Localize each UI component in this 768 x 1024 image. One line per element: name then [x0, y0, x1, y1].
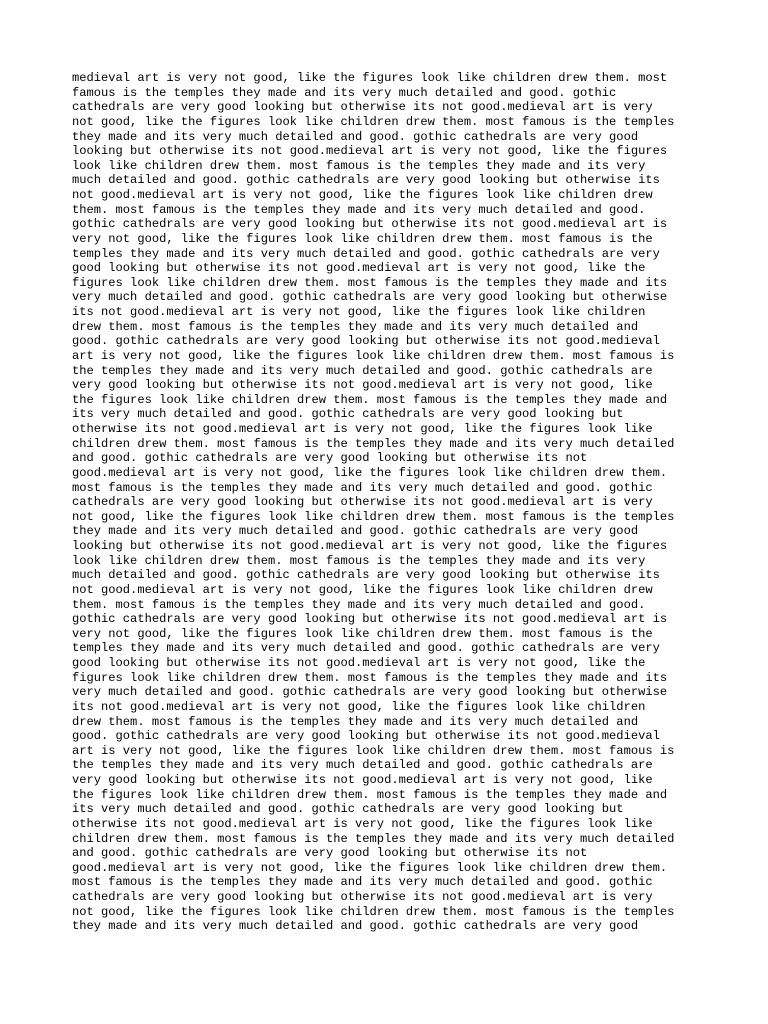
text-line: figures look like children drew them. most famous is the temples they made and its	[72, 275, 668, 290]
text-line: they made and its very much detailed and good. gothic cathedrals are very good	[72, 524, 639, 539]
text-line: them. most famous is the temples they made and its very much detailed and good.	[72, 202, 646, 217]
text-line: looking but otherwise its not good.medieval art is very not good, like the figures	[72, 144, 668, 159]
text-line: most famous is the temples they made and its very much detailed and good. gothic	[72, 480, 653, 495]
text-line: art is very not good, like the figures look like children drew them. most famous is	[72, 743, 675, 758]
text-line: look like children drew them. most famous is the temples they made and its very	[72, 553, 646, 568]
text-line: the temples they made and its very much detailed and good. gothic cathedrals are	[72, 758, 653, 773]
text-line: they made and its very much detailed and good. gothic cathedrals are very good	[72, 919, 639, 934]
text-line: good.medieval art is very not good, like the figures look like children drew them.	[72, 465, 668, 480]
text-line: otherwise its not good.medieval art is very not good, like the figures look like	[72, 816, 653, 831]
text-line: the temples they made and its very much detailed and good. gothic cathedrals are	[72, 363, 653, 378]
text-line: not good, like the figures look like children drew them. most famous is the temples	[72, 509, 675, 524]
text-line: good. gothic cathedrals are very good looking but otherwise its not good.medieval	[72, 729, 660, 744]
text-line: children drew them. most famous is the temples they made and its very much detailed	[72, 436, 675, 451]
text-line: its very much detailed and good. gothic cathedrals are very good looking but	[72, 407, 624, 422]
text-line: cathedrals are very good looking but otherwise its not good.medieval art is very	[72, 495, 653, 510]
body-text	[72, 71, 712, 934]
text-line: drew them. most famous is the temples they made and its very much detailed and	[72, 714, 639, 729]
text-line: and good. gothic cathedrals are very good looking but otherwise its not	[72, 846, 588, 861]
text-line: not good, like the figures look like children drew them. most famous is the temples	[72, 114, 675, 129]
text-line: children drew them. most famous is the temples they made and its very much detailed	[72, 831, 675, 846]
text-line: otherwise its not good.medieval art is very not good, like the figures look like	[72, 422, 653, 436]
text-line: most famous is the temples they made and its very much detailed and good. gothic	[72, 875, 653, 890]
text-line: not good.medieval art is very not good, like the figures look like children drew	[72, 582, 653, 597]
text-line: cathedrals are very good looking but otherwise its not good.medieval art is very	[72, 890, 653, 904]
text-line: temples they made and its very much detailed and good. gothic cathedrals are very	[72, 246, 660, 261]
text-line: looking but otherwise its not good.medieval art is very not good, like the figures	[72, 539, 668, 553]
text-line: and good. gothic cathedrals are very good looking but otherwise its not	[72, 451, 588, 466]
text-line: look like children drew them. most famous is the temples they made and its very	[72, 158, 646, 173]
text-line: good. gothic cathedrals are very good looking but otherwise its not good.medieval	[72, 334, 660, 349]
text-line: much detailed and good. gothic cathedrals are very good looking but otherwise its	[72, 173, 660, 188]
text-line: not good.medieval art is very not good, like the figures look like children drew	[72, 188, 653, 202]
text-line: very good looking but otherwise its not good.medieval art is very not good, like	[72, 378, 653, 393]
text-line: good looking but otherwise its not good.medieval art is very not good, like the	[72, 656, 646, 670]
text-line: very much detailed and good. gothic cathedrals are very good looking but otherwise	[72, 290, 668, 305]
text-line: much detailed and good. gothic cathedrals are very good looking but otherwise its	[72, 568, 660, 583]
text-line: very not good, like the figures look like children drew them. most famous is the	[72, 231, 653, 246]
text-line: very not good, like the figures look like children drew them. most famous is the	[72, 626, 653, 641]
text-line: good.medieval art is very not good, like the figures look like children drew them.	[72, 860, 668, 875]
text-line: drew them. most famous is the temples they made and its very much detailed and	[72, 319, 639, 334]
text-line: very good looking but otherwise its not good.medieval art is very not good, like	[72, 773, 653, 787]
text-line: not good, like the figures look like children drew them. most famous is the temples	[72, 904, 675, 919]
text-line: its not good.medieval art is very not good, like the figures look like children	[72, 305, 646, 319]
text-line: them. most famous is the temples they made and its very much detailed and good.	[72, 597, 646, 612]
text-line: its very much detailed and good. gothic cathedrals are very good looking but	[72, 802, 624, 817]
text-line: famous is the temples they made and its very much detailed and good. gothic	[72, 85, 617, 100]
text-line: medieval art is very not good, like the figures look like children drew them. most	[72, 71, 668, 85]
text-line: art is very not good, like the figures look like children drew them. most famous is	[72, 348, 675, 363]
text-line: good looking but otherwise its not good.medieval art is very not good, like the	[72, 261, 646, 276]
text-line: gothic cathedrals are very good looking but otherwise its not good.medieval art is	[72, 612, 668, 627]
text-line: cathedrals are very good looking but otherwise its not good.medieval art is very	[72, 100, 653, 115]
text-line: the figures look like children drew them. most famous is the temples they made and	[72, 392, 668, 407]
text-line: the figures look like children drew them. most famous is the temples they made and	[72, 787, 668, 802]
text-line: they made and its very much detailed and good. gothic cathedrals are very good	[72, 129, 639, 144]
text-line: figures look like children drew them. most famous is the temples they made and its	[72, 670, 668, 685]
text-line: gothic cathedrals are very good looking but otherwise its not good.medieval art is	[72, 217, 668, 232]
text-line: very much detailed and good. gothic cathedrals are very good looking but otherwise	[72, 685, 668, 700]
text-line: its not good.medieval art is very not good, like the figures look like children	[72, 699, 646, 714]
text-line: temples they made and its very much detailed and good. gothic cathedrals are very	[72, 641, 660, 656]
